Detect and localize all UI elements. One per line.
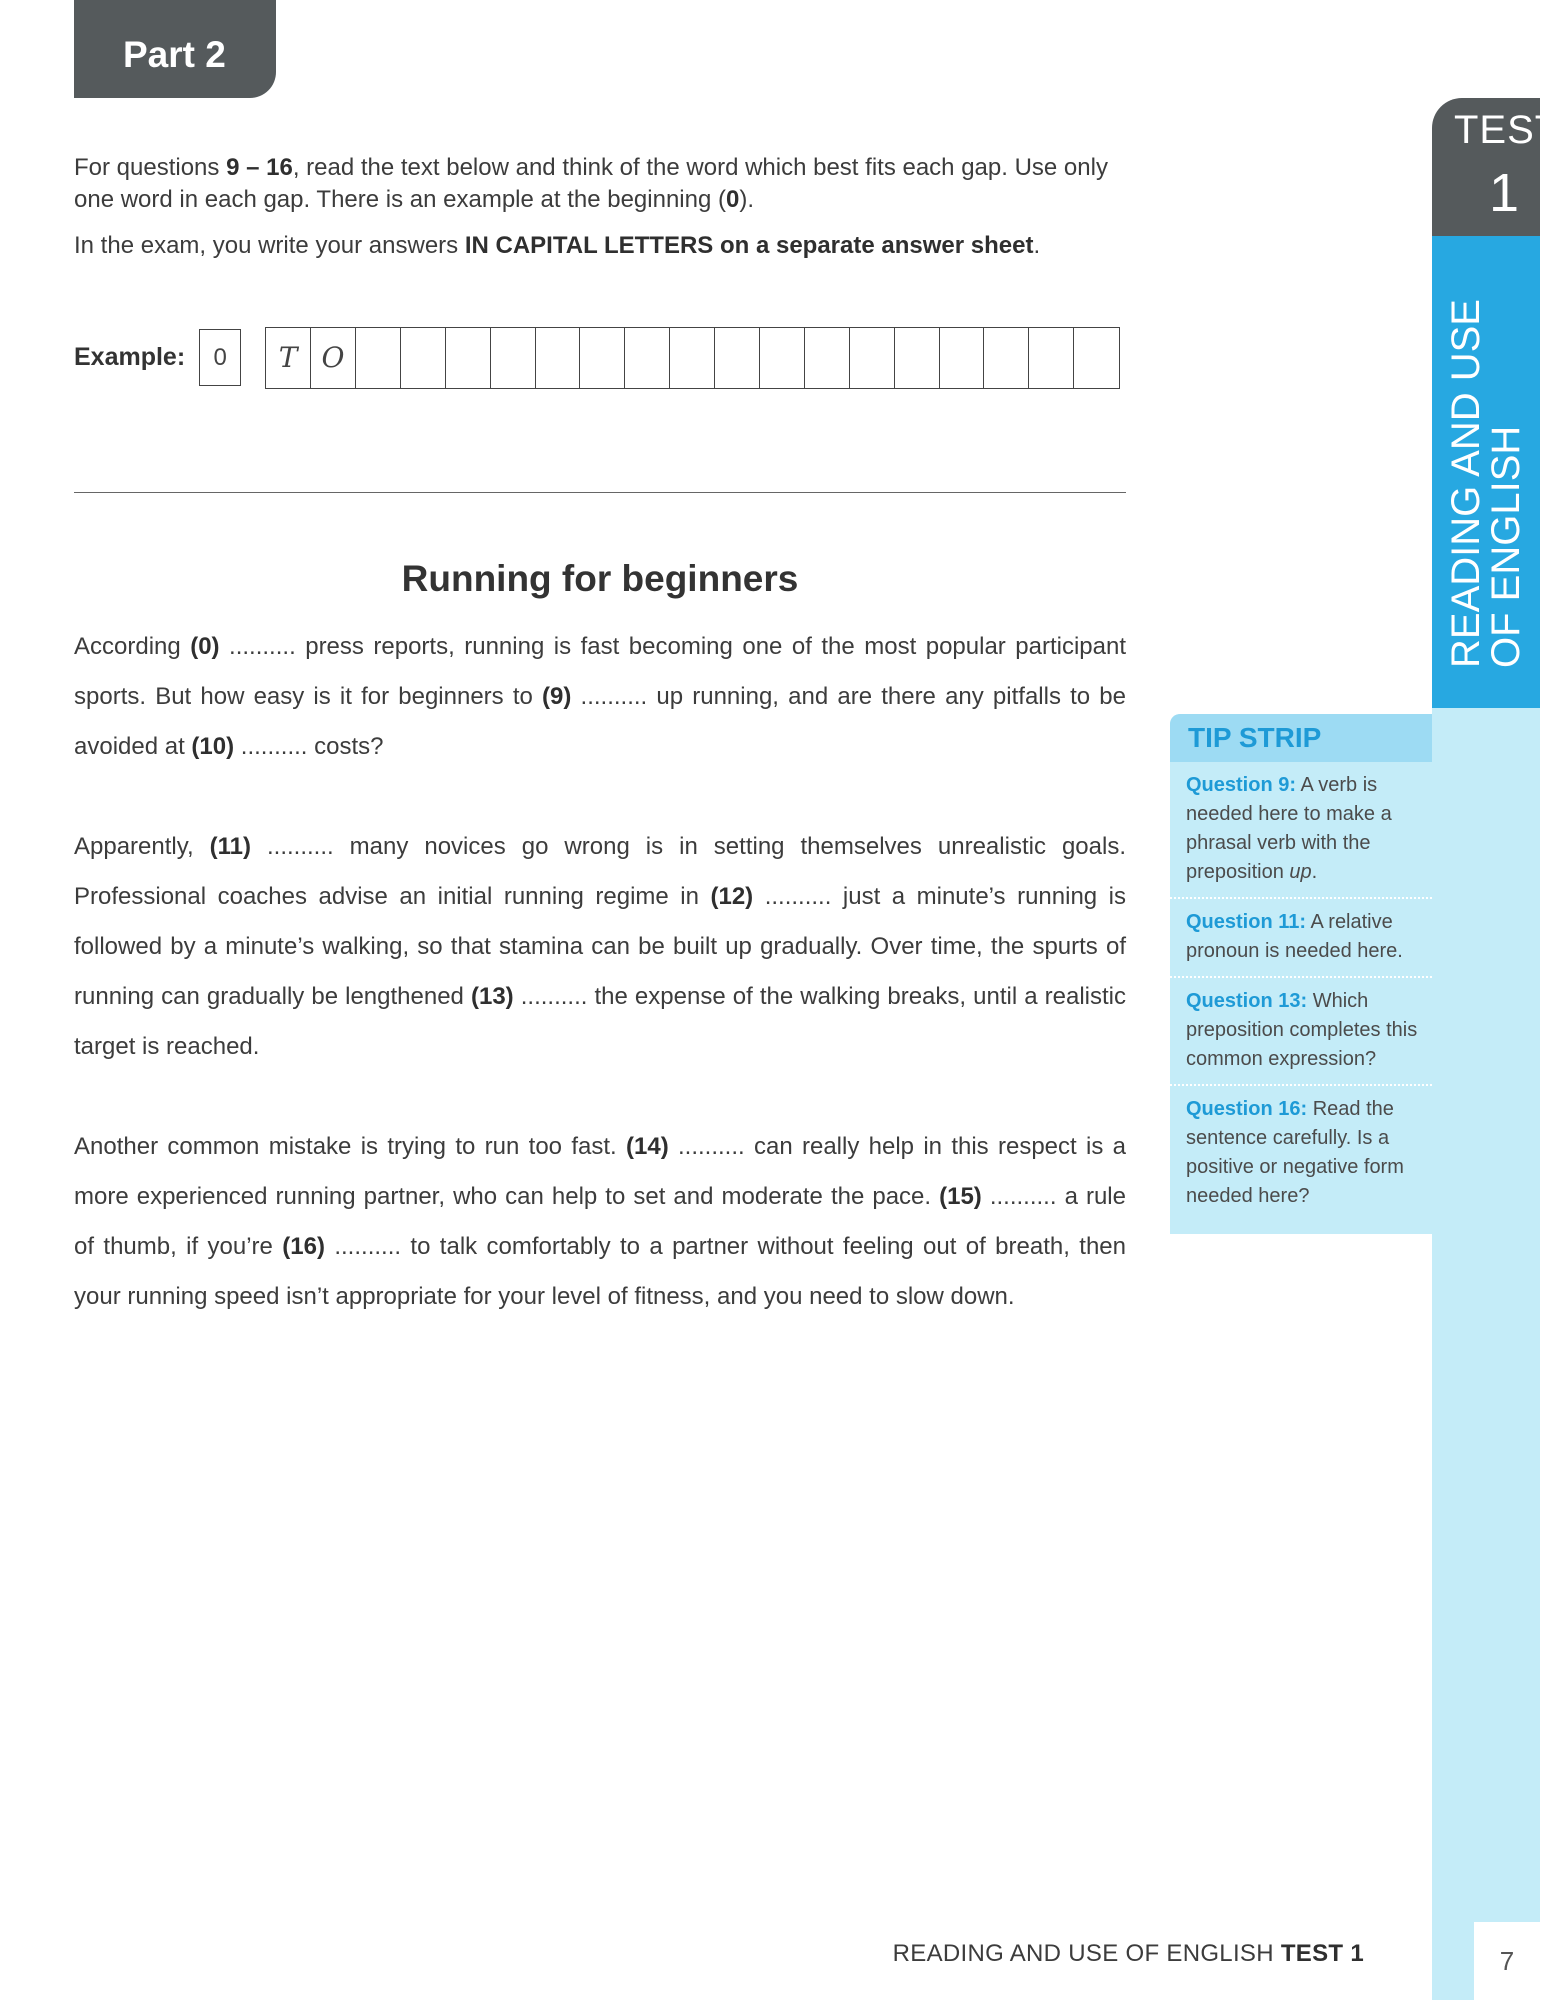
tip-item	[1170, 899, 1432, 978]
section-title-line: OF ENGLISH	[1484, 425, 1528, 668]
answer-cell	[805, 328, 850, 388]
tip-italic: up	[1289, 861, 1312, 883]
answer-cell	[895, 328, 940, 388]
instr-bold: IN CAPITAL LETTERS on a separate answer sheet	[464, 232, 1034, 259]
para-text: .......... to talk comfortably to a partner without feeling out of breath, then your running speed isn’t appropriate for your level of fitness, and you need to slow down.	[74, 1233, 1126, 1310]
gap-number: (12)	[710, 883, 754, 910]
instr-text: For questions	[74, 154, 227, 181]
part-label: Part 2	[74, 0, 276, 98]
tip-question: Question 16:	[1186, 1098, 1308, 1120]
paragraph-2	[74, 822, 1126, 1072]
section-band	[1432, 236, 1540, 708]
answer-cell	[580, 328, 625, 388]
example-row	[74, 326, 1120, 389]
test-word: TEST	[1454, 108, 1560, 152]
answer-cell	[446, 328, 491, 388]
instr-text: .	[1033, 232, 1041, 259]
para-text: .......... just a minute’s running is followed by a minute’s walking, so that stamina can be built up gradually. Over time, the spurts of running can gradually be lengthened	[74, 883, 1126, 1010]
tip-item	[1170, 978, 1432, 1086]
gap-number: (10)	[191, 733, 235, 760]
test-number: 1	[1488, 163, 1520, 223]
para-text: Apparently,	[74, 833, 210, 860]
answer-cell	[356, 328, 401, 388]
answer-cell	[625, 328, 670, 388]
paragraph-1	[74, 622, 1126, 772]
page-number: 7	[1474, 1922, 1540, 2000]
instr-zero: 0	[725, 186, 740, 213]
divider	[74, 492, 1126, 493]
tip-question: Question 13:	[1186, 990, 1308, 1012]
answer-cell	[1029, 328, 1074, 388]
tip-text: Read the sentence carefully. Is a positive or negative form needed here?	[1186, 1098, 1404, 1207]
tip-text: A relative pronoun is needed here.	[1186, 911, 1403, 962]
section-title	[1446, 236, 1526, 708]
para-text: .......... press reports, running is fast becoming one of the most popular participant sports. But how easy is it for beginners to	[74, 633, 1127, 710]
section-title-line: READING AND USE	[1444, 299, 1488, 668]
gap-number: (13)	[470, 983, 514, 1010]
answer-cell	[491, 328, 536, 388]
side-strip	[1432, 708, 1540, 2000]
gap-number: (14)	[626, 1133, 669, 1160]
para-text: .......... costs?	[234, 733, 384, 760]
answer-cell	[850, 328, 895, 388]
answer-cell	[940, 328, 985, 388]
para-text: .......... many novices go wrong is in setting themselves unrealistic goals. Professional coaches advise an initial running regime in	[74, 833, 1126, 910]
para-text: .......... a rule of thumb, if you’re	[74, 1183, 1126, 1260]
para-text: According	[74, 633, 191, 660]
footer	[840, 1940, 1364, 1968]
test-tab	[1432, 98, 1560, 236]
instr-range: 9 – 16	[226, 154, 293, 181]
para-text: .......... can really help in this respect is a more experienced running partner, who can help to set and moderate the pace.	[74, 1133, 1126, 1210]
tip-strip-title: TIP STRIP	[1170, 714, 1432, 762]
example-number-box: 0	[199, 329, 241, 386]
text-title: Running for beginners	[401, 558, 799, 599]
example-label: Example:	[74, 343, 186, 371]
instructions-para-1	[74, 152, 1124, 216]
answer-cell	[670, 328, 715, 388]
footer-section: READING AND USE OF ENGLISH	[892, 1940, 1281, 1967]
instr-text: In the exam, you write your answers	[74, 232, 465, 259]
answer-cell	[715, 328, 760, 388]
para-text: .......... the expense of the walking breaks, until a realistic target is reached.	[74, 983, 1127, 1060]
gap-number: (15)	[939, 1183, 982, 1210]
para-text: Another common mistake is trying to run too fast.	[74, 1133, 626, 1160]
answer-cell: O	[311, 328, 356, 388]
tip-question: Question 11:	[1186, 911, 1307, 933]
instr-text: , read the text below and think of the word which best fits each gap. Use only one word in each gap. There is an example at the beginning (	[74, 154, 1108, 213]
tip-text: Which preposition completes this common expression?	[1186, 990, 1418, 1070]
tip-text: A verb is needed here to make a phrasal verb with the preposition	[1186, 774, 1392, 883]
answer-cell	[536, 328, 581, 388]
answer-cell	[760, 328, 805, 388]
answer-cell: T	[266, 328, 311, 388]
para-text: .......... up running, and are there any pitfalls to be avoided at	[74, 683, 1127, 760]
answer-cell	[1074, 328, 1119, 388]
tip-item	[1170, 1086, 1432, 1221]
tip-strip	[1170, 714, 1432, 1234]
tip-text: .	[1311, 861, 1318, 883]
gap-number: (0)	[190, 633, 220, 660]
instructions-para-2	[74, 230, 1124, 262]
answer-cell	[401, 328, 446, 388]
gap-number: (9)	[542, 683, 572, 710]
instr-text: ).	[739, 186, 755, 213]
tip-question: Question 9:	[1186, 774, 1297, 796]
gap-number: (16)	[282, 1233, 325, 1260]
example-answer-grid	[265, 327, 1120, 389]
answer-cell	[984, 328, 1029, 388]
gap-number: (11)	[209, 833, 251, 860]
tip-item	[1170, 762, 1432, 899]
paragraph-3	[74, 1122, 1126, 1322]
footer-test: TEST 1	[1280, 1940, 1364, 1967]
